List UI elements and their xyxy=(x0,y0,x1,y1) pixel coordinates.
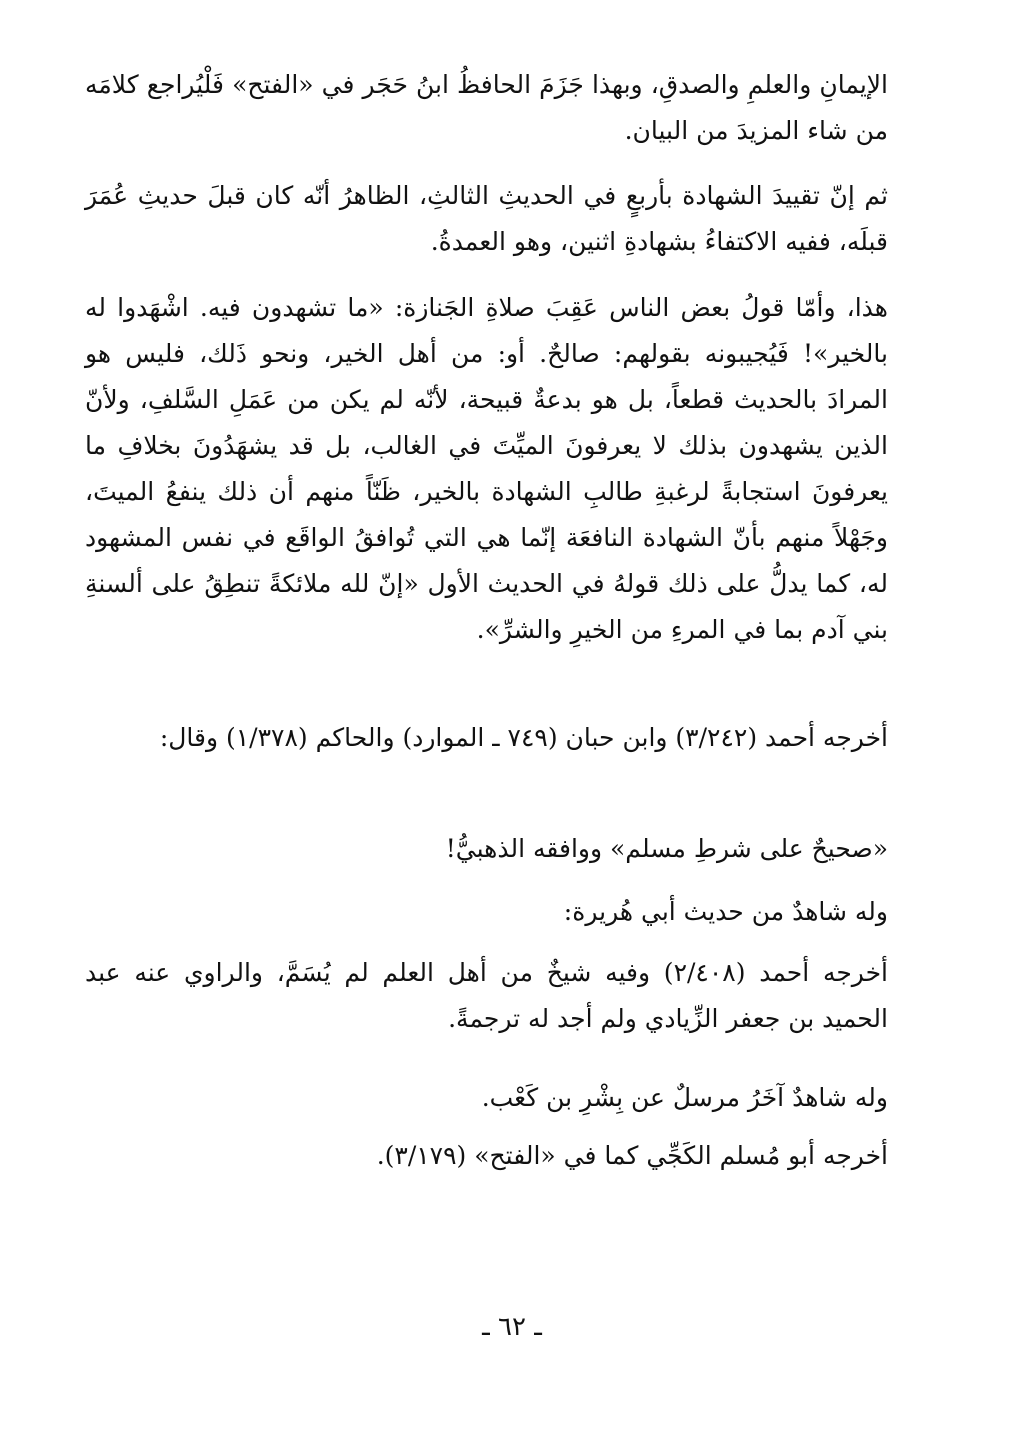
paragraph-takhrij-kajji: أخرجه أبو مُسلم الكَجِّي كما في «الفتح» (٣/١٧٩). xyxy=(376,1141,888,1170)
paragraph-quote-sahih: «صحيحٌ على شرطِ مسلم» ووافقه الذهبيُّ! xyxy=(445,834,888,863)
paragraph-funeral-testimony: هذا، وأمّا قولُ بعض الناس عَقِبَ صلاةِ الجَنازة: «ما تشهدون فيه. اشْهَدوا له بالخير»! فَيُجيبونه بقولهم: صالحٌ. أو: من أهل الخير، ونحو ذَلك، فليس هو المرادَ بالحديث قطعاً، بل هو بدعةٌ قبيحة، لأنّه لم يكن من عَمَلِ السَّلفِ، ولأنّ الذين يشهدون بذلك لا يعرفونَ الميِّتَ في الغالب، بل قد يشهَدُونَ بخلافِ ما يعرفونَ استجابةً لرغبةِ طالبِ الشهادة بالخير، ظَنّاً منهم أن ذلك ينفعُ الميتَ، وجَهْلاً منهم بأنّ الشهادة النافعَة إنّما هي التي تُوافقُ الواقَع في نفس المشهود له، كما يدلُّ على ذلك قولهُ في الحديث الأول «إنّ لله ملائكةً تنطِقُ على ألسنةِ بني آدم بما في المرءِ من الخيرِ والشرِّ». xyxy=(85,293,888,644)
paragraph-hadith-restriction: ثم إنّ تقييدَ الشهادة بأربعٍ في الحديثِ الثالثِ، الظاهرُ أنّه كان قبلَ حديثِ عُمَرَ قبلَه، ففيه الاكتفاءُ بشهادةِ اثنين، وهو العمدةُ. xyxy=(85,181,888,256)
paragraph-takhrij-ahmad: أخرجه أحمد (٣/٢٤٢) وابن حبان (٧٤٩ ـ الموارد) والحاكم (١/٣٧٨) وقال: xyxy=(159,723,888,752)
paragraph-continuation: الإيمانِ والعلمِ والصدقِ، وبهذا جَزَمَ الحافظُ ابنُ حَجَر في «الفتح» فَلْيُراجع كلامَه من شاء المزيدَ من البيان. xyxy=(85,70,888,145)
paragraph-shahid-abu-hurayra: وله شاهدٌ من حديث أبي هُريرة: xyxy=(563,897,888,926)
paragraph-shahid-mursal: وله شاهدٌ آخَرُ مرسلٌ عن بِشْرِ بن كَعْب. xyxy=(481,1083,888,1112)
paragraph-takhrij-ahmad-2: أخرجه أحمد (٢/٤٠٨) وفيه شيخٌ من أهل العلم لم يُسَمَّ، والراوي عنه عبد الحميد بن جعفر الزِّيادي ولم أجد له ترجمةً. xyxy=(85,958,888,1033)
page-number: ـ ٦٢ ـ xyxy=(482,1312,542,1342)
